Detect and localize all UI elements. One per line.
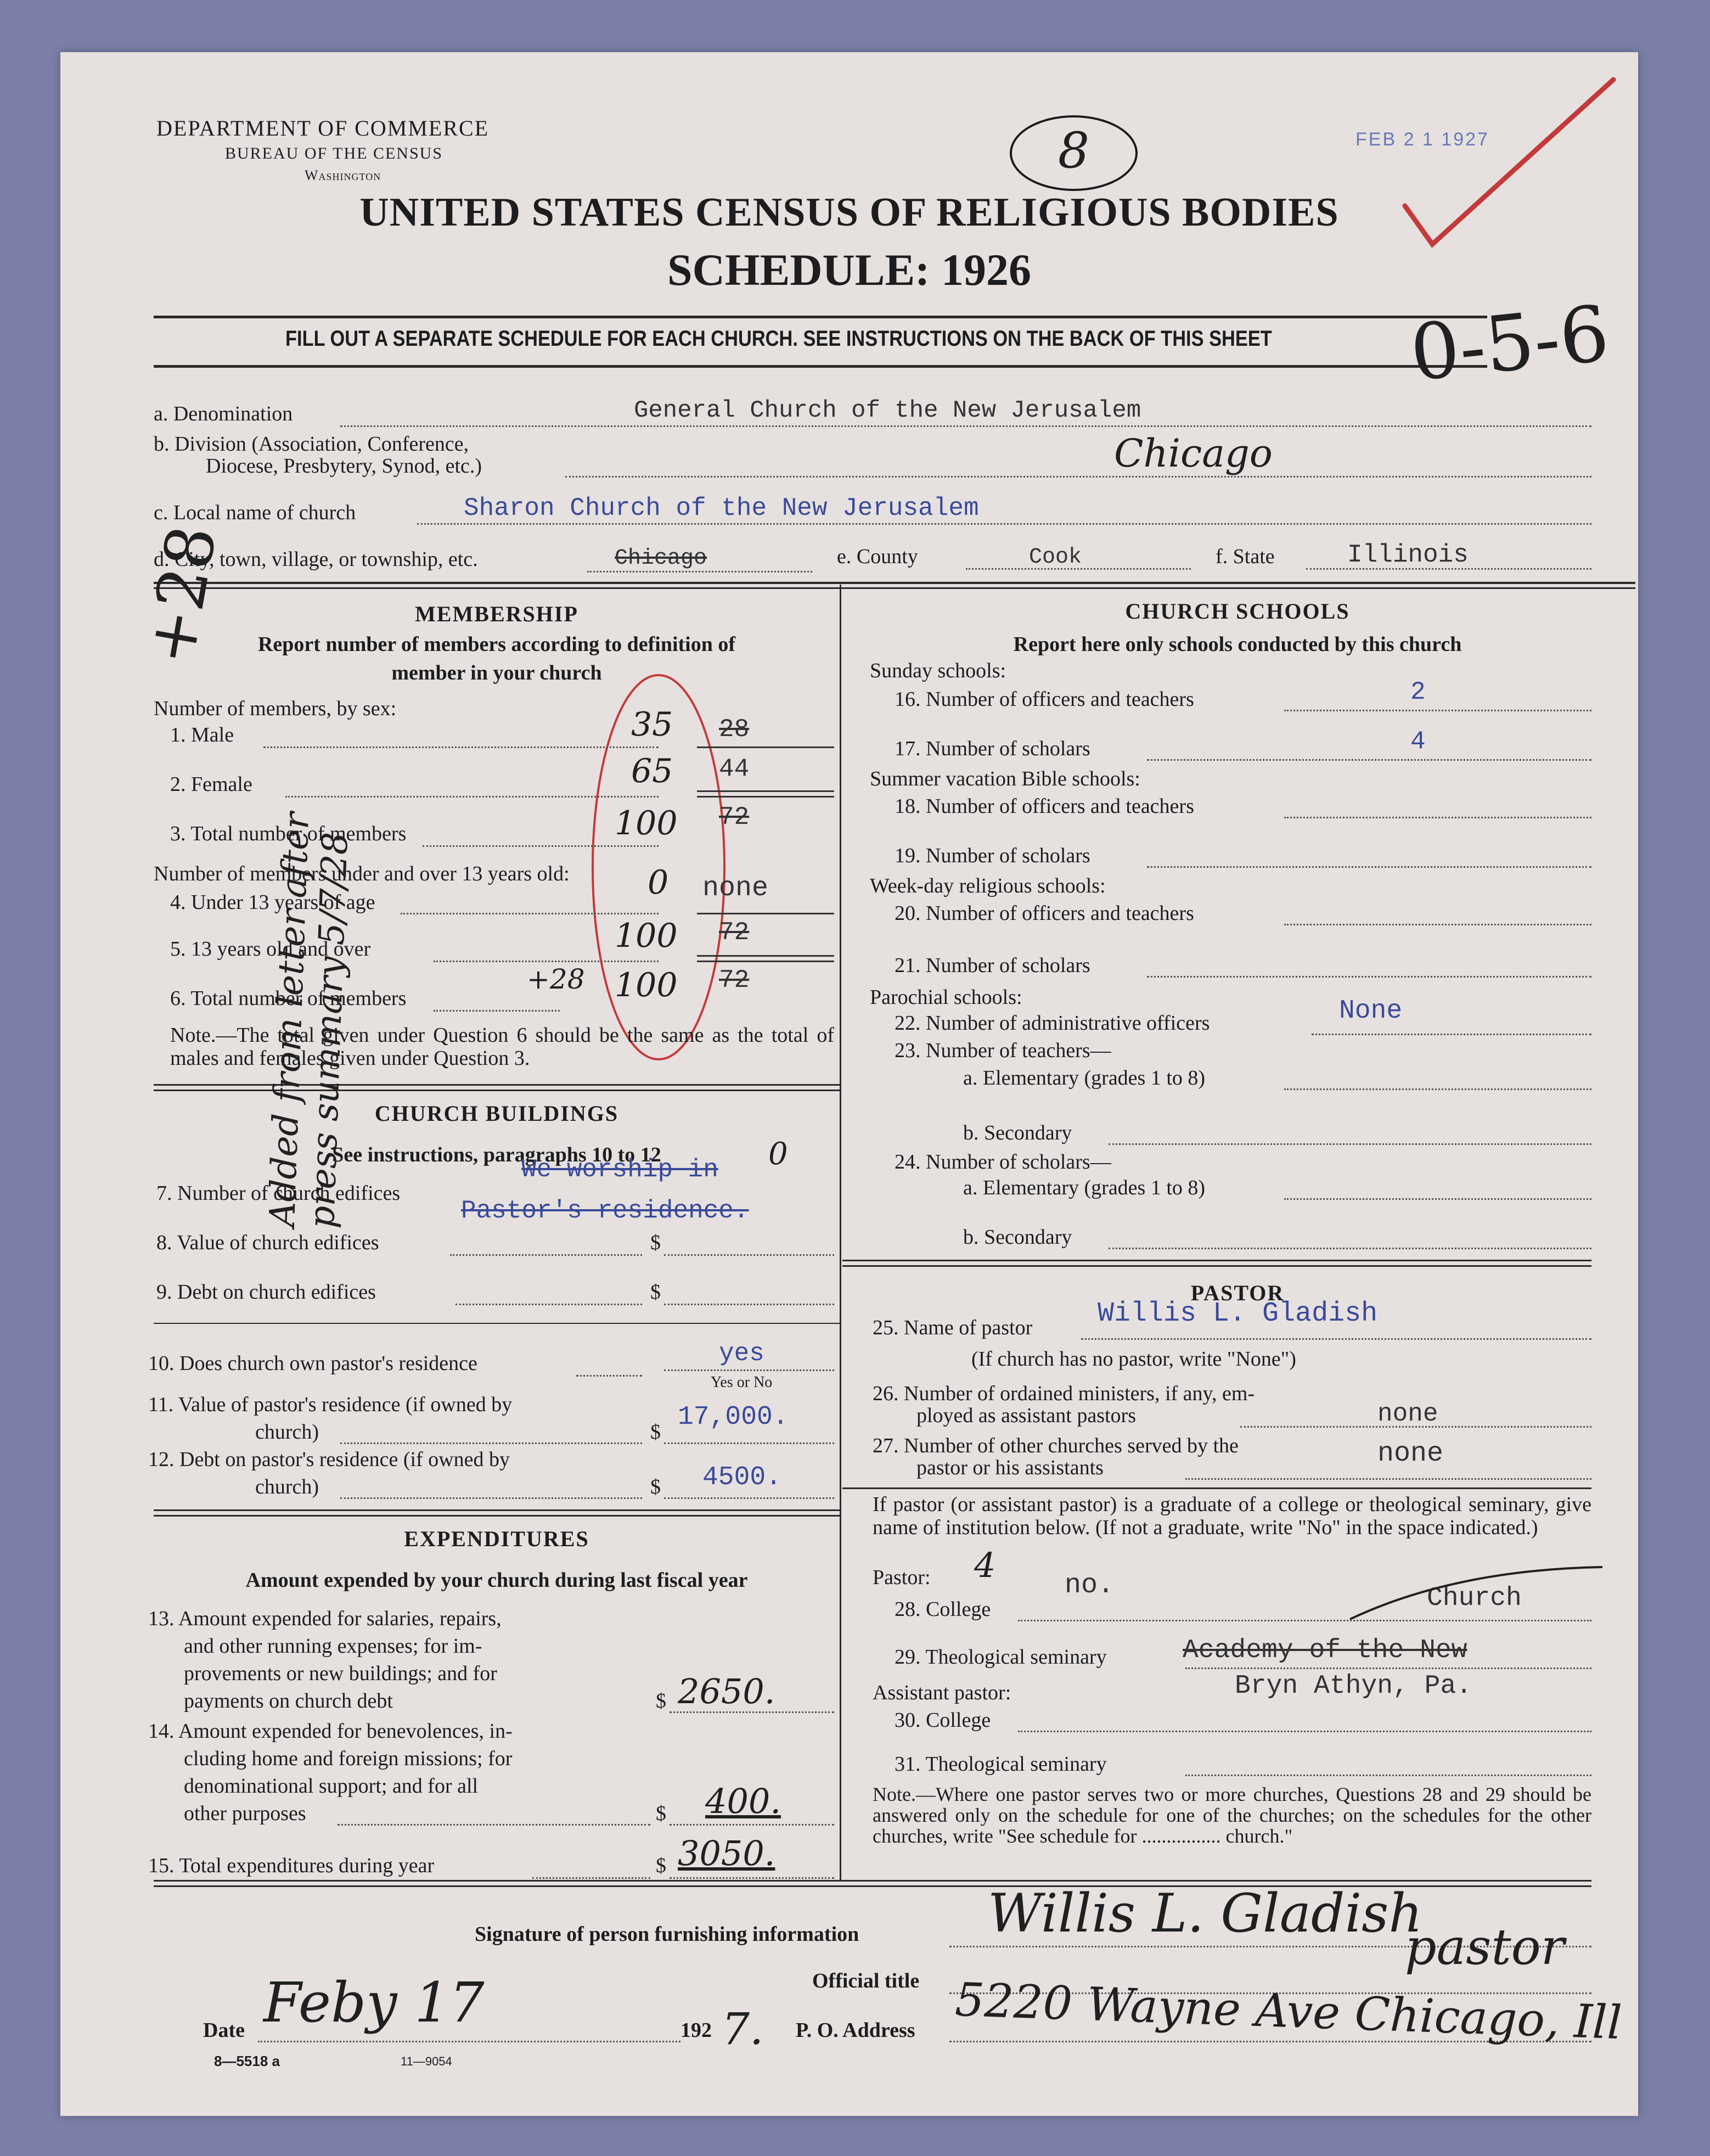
- q20-line: [1284, 924, 1591, 925]
- local-name-line: [417, 523, 1591, 525]
- q8-line: [450, 1254, 642, 1256]
- q14-answer-line: [670, 1824, 834, 1826]
- city-value: Chicago: [615, 546, 707, 571]
- bureau-label: BUREAU OF THE CENSUS: [225, 144, 443, 162]
- q10-line: [576, 1375, 642, 1377]
- pastor-rule: [842, 1487, 1591, 1489]
- q3-value: 72: [719, 803, 750, 832]
- circled-number-value: 8: [1058, 122, 1090, 179]
- membership-rule-2: [154, 1090, 840, 1091]
- q4-red-value: 0: [648, 863, 669, 902]
- local-name-value: Sharon Church of the New Jerusalem: [464, 494, 979, 523]
- buildings-rule: [154, 1509, 840, 1511]
- weekday-schools-header: Week-day religious schools:: [870, 874, 1106, 897]
- q14-label-3: denominational support; and for all: [184, 1775, 479, 1798]
- q11-label-2: church): [255, 1421, 319, 1444]
- sunday-schools-header: Sunday schools:: [870, 659, 1006, 682]
- bottom-rule: [154, 1880, 1591, 1882]
- margin-note-line-1: Added from letter after: [262, 811, 318, 1228]
- q29-value-2: Bryn Athyn, Pa.: [1235, 1671, 1472, 1701]
- q14-dollar: $: [656, 1802, 666, 1825]
- q10-residence-label: 10. Does church own pastor's residence: [148, 1352, 477, 1375]
- q7-value-2: Pastor's residence.: [461, 1197, 749, 1225]
- membership-title: MEMBERSHIP: [415, 602, 578, 626]
- q12-label-2: church): [255, 1475, 319, 1498]
- q8-answer-line: [664, 1254, 834, 1256]
- q11-label-1: 11. Value of pastor's residence (if owned by: [148, 1393, 513, 1416]
- summer-schools-header: Summer vacation Bible schools:: [870, 767, 1140, 790]
- q23a-label: a. Elementary (grades 1 to 8): [963, 1066, 1206, 1090]
- q24-label: 24. Number of scholars—: [895, 1150, 1111, 1174]
- q9-debt-label: 9. Debt on church edifices: [156, 1281, 376, 1304]
- q5-answer-line: [697, 955, 834, 957]
- city-label: d. City, town, village, or township, etc.: [154, 548, 478, 571]
- membership-sub-2: member in your church: [391, 661, 602, 684]
- q16-value: 2: [1410, 678, 1426, 706]
- q29-label: 29. Theological seminary: [895, 1646, 1107, 1669]
- q19-label: 19. Number of scholars: [895, 844, 1090, 867]
- q3-line: [423, 845, 659, 847]
- q14-label-4: other purposes: [184, 1802, 306, 1825]
- q15-value: 3050.: [678, 1833, 775, 1873]
- signature-label: Signature of person furnishing information: [475, 1923, 859, 1946]
- q11-answer-line: [664, 1442, 834, 1444]
- date-label: Date: [203, 2019, 245, 2042]
- q27-value: none: [1377, 1438, 1444, 1469]
- local-name-label: c. Local name of church: [154, 501, 356, 524]
- q21-line: [1147, 976, 1591, 978]
- division-label-2: Diocese, Presbytery, Synod, etc.): [206, 454, 482, 478]
- q7-edifices-label: 7. Number of church edifices: [156, 1182, 401, 1205]
- q10-value: yes: [719, 1339, 764, 1368]
- q17-value: 4: [1410, 727, 1426, 756]
- schools-rule-2: [842, 1265, 1591, 1267]
- buildings-red-zero: 0: [768, 1136, 788, 1172]
- buildings-rule-2: [154, 1515, 840, 1517]
- q28-value: no.: [1065, 1570, 1115, 1601]
- denomination-value: General Church of the New Jerusalem: [634, 397, 1141, 424]
- q22-label: 22. Number of administrative officers: [895, 1012, 1210, 1035]
- q4-answer-line: [697, 913, 834, 914]
- fields-rule-2: [154, 587, 1635, 589]
- instruction-banner: FILL OUT A SEPARATE SCHEDULE FOR EACH CHURCH. SEE INSTRUCTIONS ON THE BACK OF THIS SHEET: [285, 327, 1272, 351]
- department-label: DEPARTMENT OF COMMERCE: [156, 116, 490, 141]
- state-label: f. State: [1216, 545, 1275, 568]
- q18-line: [1284, 817, 1591, 818]
- q6-red-value: 100: [615, 966, 678, 1004]
- q25-value: Willis L. Gladish: [1098, 1298, 1378, 1329]
- denomination-label: a. Denomination: [154, 402, 293, 425]
- q11-value: 17,000.: [678, 1402, 789, 1432]
- q8-value-label: 8. Value of church edifices: [156, 1231, 379, 1254]
- q2-red-value: 65: [631, 752, 673, 790]
- q23b-label: b. Secondary: [963, 1121, 1072, 1144]
- expenditures-title: EXPENDITURES: [404, 1526, 589, 1551]
- q3-red-value: 100: [615, 804, 678, 843]
- parochial-schools-header: Parochial schools:: [870, 986, 1022, 1009]
- year-value: 7.: [722, 2003, 764, 2054]
- q6-total-label: 6. Total number of members: [170, 987, 407, 1010]
- q16-line: [1284, 710, 1591, 711]
- q11-dollar: $: [650, 1421, 661, 1444]
- q11-line: [340, 1442, 642, 1444]
- q5-answer-line-2: [697, 961, 834, 962]
- county-label: e. County: [837, 545, 918, 568]
- q24b-label: b. Secondary: [963, 1226, 1072, 1249]
- q9-dollar: $: [650, 1281, 661, 1304]
- q27-label-1: 27. Number of other churches served by the: [873, 1434, 1239, 1457]
- membership-note: Note.—The total given under Question 6 should be the same as the total of males and females given under Question 3.: [170, 1024, 834, 1070]
- arrow-stroke-icon: [1345, 1564, 1608, 1625]
- q26-label-2: ployed as assistant pastors: [916, 1404, 1137, 1427]
- denomination-line: [340, 425, 1591, 427]
- q9-answer-line: [664, 1304, 834, 1305]
- q1-red-value: 35: [631, 705, 673, 744]
- red-code-mark: 0-5-6: [1406, 289, 1613, 399]
- q24a-line: [1284, 1198, 1591, 1200]
- q1-answer-line: [697, 746, 834, 748]
- date-value: Feby 17: [263, 1970, 485, 2035]
- q15-answer-line: [670, 1877, 834, 1879]
- q13-answer-line: [670, 1711, 834, 1713]
- q5-red-value: 100: [615, 917, 678, 955]
- q25-label: 25. Name of pastor: [873, 1316, 1033, 1339]
- q13-label-4: payments on church debt: [184, 1689, 393, 1713]
- q27-line: [1185, 1478, 1591, 1480]
- q15-line: [532, 1877, 650, 1879]
- q13-label-1: 13. Amount expended for salaries, repairs,: [148, 1607, 502, 1630]
- pastor-note: Note.—Where one pastor serves two or more churches, Questions 28 and 29 should be answered only on the schedule for one of the churches; on the schedules for the other churches, write "See schedule for ................ church.": [873, 1783, 1591, 1847]
- membership-sub-1: Report number of members according to definition of: [257, 633, 736, 656]
- q9-line: [455, 1304, 642, 1305]
- q13-dollar: $: [656, 1689, 666, 1713]
- q17-label: 17. Number of scholars: [895, 737, 1090, 760]
- washington-label: Washington: [305, 167, 381, 183]
- q5-value: 72: [719, 918, 750, 947]
- q5-line: [434, 961, 659, 962]
- q16-label: 16. Number of officers and teachers: [895, 688, 1194, 711]
- q30-line: [1018, 1731, 1591, 1732]
- pastor-subheader: Pastor:: [873, 1566, 931, 1589]
- q30-label: 30. College: [895, 1709, 991, 1732]
- schools-title: CHURCH SCHOOLS: [1125, 599, 1350, 624]
- signature-value: Willis L. Gladish: [988, 1883, 1423, 1944]
- q14-label-2: cluding home and foreign missions; for: [184, 1747, 513, 1770]
- q1-value: 28: [719, 715, 750, 744]
- year-prefix: 192: [680, 2019, 712, 2042]
- q29-line: [1185, 1667, 1591, 1669]
- column-divider: [840, 585, 841, 1880]
- schedule-year: SCHEDULE: 1926: [667, 245, 1031, 295]
- official-title-label: Official title: [812, 1969, 920, 1992]
- q4-under13-label: 4. Under 13 years of age: [170, 891, 375, 914]
- q26-value: none: [1377, 1400, 1438, 1428]
- q23a-line: [1284, 1088, 1591, 1090]
- asst-pastor-subheader: Assistant pastor:: [873, 1681, 1011, 1704]
- q22-value: None: [1339, 996, 1403, 1026]
- q6-value: 72: [719, 966, 750, 995]
- header-rule-bottom: [154, 365, 1487, 368]
- q15-dollar: $: [656, 1854, 666, 1877]
- q13-label-3: provements or new buildings; and for: [184, 1662, 497, 1685]
- po-address-value: 5220 Wayne Ave Chicago, Ill: [954, 1972, 1623, 2050]
- q29-value-1: Academy of the New: [1183, 1636, 1467, 1665]
- county-value: Cook: [1029, 545, 1082, 570]
- q12-line: [340, 1497, 642, 1499]
- q24a-label: a. Elementary (grades 1 to 8): [963, 1176, 1206, 1199]
- fields-rule: [154, 582, 1635, 584]
- q13-value: 2650.: [678, 1671, 775, 1711]
- q31-label: 31. Theological seminary: [895, 1753, 1107, 1776]
- q31-line: [1185, 1775, 1591, 1776]
- division-label-1: b. Division (Association, Conference,: [154, 433, 469, 456]
- pastor-title: PASTOR: [1190, 1281, 1285, 1305]
- q25-line: [1081, 1338, 1591, 1340]
- q14-line: [338, 1824, 650, 1826]
- q10-answer-line: [664, 1369, 834, 1371]
- print-number: 11—9054: [401, 2054, 452, 2068]
- official-title-value: pastor: [1405, 1918, 1565, 1976]
- buildings-sub: See instructions, paragraphs 10 to 12: [332, 1143, 661, 1166]
- q12-dollar: $: [650, 1475, 661, 1498]
- q12-label-1: 12. Debt on pastor's residence (if owned by: [148, 1448, 510, 1471]
- city-line: [587, 571, 812, 572]
- q24b-line: [1109, 1248, 1591, 1249]
- age-header: Number of members under and over 13 years old:: [154, 862, 570, 885]
- q26-label-1: 26. Number of ordained ministers, if any, em-: [873, 1382, 1255, 1405]
- q2-female-label: 2. Female: [170, 773, 252, 796]
- q2-answer-line: [697, 790, 834, 792]
- q20-label: 20. Number of officers and teachers: [895, 902, 1194, 925]
- q4-value: none: [702, 873, 769, 904]
- membership-rule: [154, 1084, 840, 1086]
- q3-total-label: 3. Total number of members: [170, 822, 407, 845]
- by-sex-header: Number of members, by sex:: [154, 697, 397, 720]
- q17-line: [1147, 759, 1591, 761]
- circled-number: [1010, 115, 1138, 191]
- date-line: [258, 2041, 680, 2042]
- q6-line: [434, 1010, 560, 1012]
- po-address-label: P. O. Address: [796, 2019, 915, 2042]
- q19-line: [1147, 866, 1591, 868]
- q14-value: 400.: [705, 1781, 781, 1821]
- buildings-mid-rule: [154, 1323, 840, 1324]
- margin-plus-value: +28: [132, 520, 232, 671]
- census-schedule-sheet: [60, 52, 1638, 2116]
- q8-dollar: $: [650, 1231, 661, 1254]
- graduate-note: If pastor (or assistant pastor) is a graduate of a college or theological seminary, give name of institution below. (If not a graduate, write "No" in the space indicated.): [873, 1493, 1591, 1539]
- q2-value: 44: [719, 755, 750, 783]
- division-line: [565, 476, 1591, 478]
- q28-extra: Church: [1427, 1584, 1522, 1613]
- margin-note-line-2: press summary 5/7/28: [301, 831, 356, 1229]
- q6-red-added: +28: [527, 963, 585, 995]
- q23-label: 23. Number of teachers—: [895, 1039, 1111, 1062]
- q1-male-label: 1. Male: [170, 723, 234, 746]
- q28-label: 28. College: [895, 1598, 991, 1621]
- q21-label: 21. Number of scholars: [895, 954, 1090, 977]
- schools-sub: Report here only schools conducted by this church: [1013, 633, 1462, 656]
- q25-hint: (If church has no pastor, write "None"): [971, 1348, 1296, 1371]
- q12-answer-line: [664, 1497, 834, 1499]
- expenditures-sub: Amount expended by your church during last fiscal year: [245, 1569, 748, 1592]
- q7-value-1: We worship in: [521, 1155, 718, 1184]
- q27-label-2: pastor or his assistants: [916, 1456, 1104, 1479]
- received-stamp: FEB 2 1 1927: [1355, 129, 1489, 150]
- form-number: 8—5518 a: [214, 2053, 280, 2069]
- division-value: Chicago: [1114, 431, 1273, 476]
- header-rule-top: [154, 316, 1487, 318]
- q15-total-label: 15. Total expenditures during year: [148, 1854, 435, 1877]
- q13-label-2: and other running expenses; for im-: [184, 1635, 482, 1658]
- q5-over13-label: 5. 13 years old and over: [170, 937, 371, 961]
- q22-line: [1312, 1034, 1591, 1035]
- q23b-line: [1109, 1143, 1591, 1145]
- schools-rule: [842, 1260, 1591, 1261]
- state-value: Illinois: [1347, 541, 1469, 569]
- q10-hint: Yes or No: [711, 1374, 773, 1391]
- pastor-red-mark: 4: [974, 1545, 996, 1585]
- q18-label: 18. Number of officers and teachers: [895, 795, 1194, 818]
- q4-line: [401, 913, 659, 914]
- form-title: UNITED STATES CENSUS OF RELIGIOUS BODIES: [359, 190, 1339, 235]
- buildings-title: CHURCH BUILDINGS: [374, 1101, 619, 1126]
- q12-value: 4500.: [702, 1463, 782, 1492]
- q14-label-1: 14. Amount expended for benevolences, in-: [148, 1720, 513, 1743]
- q2-answer-line-2: [697, 796, 834, 798]
